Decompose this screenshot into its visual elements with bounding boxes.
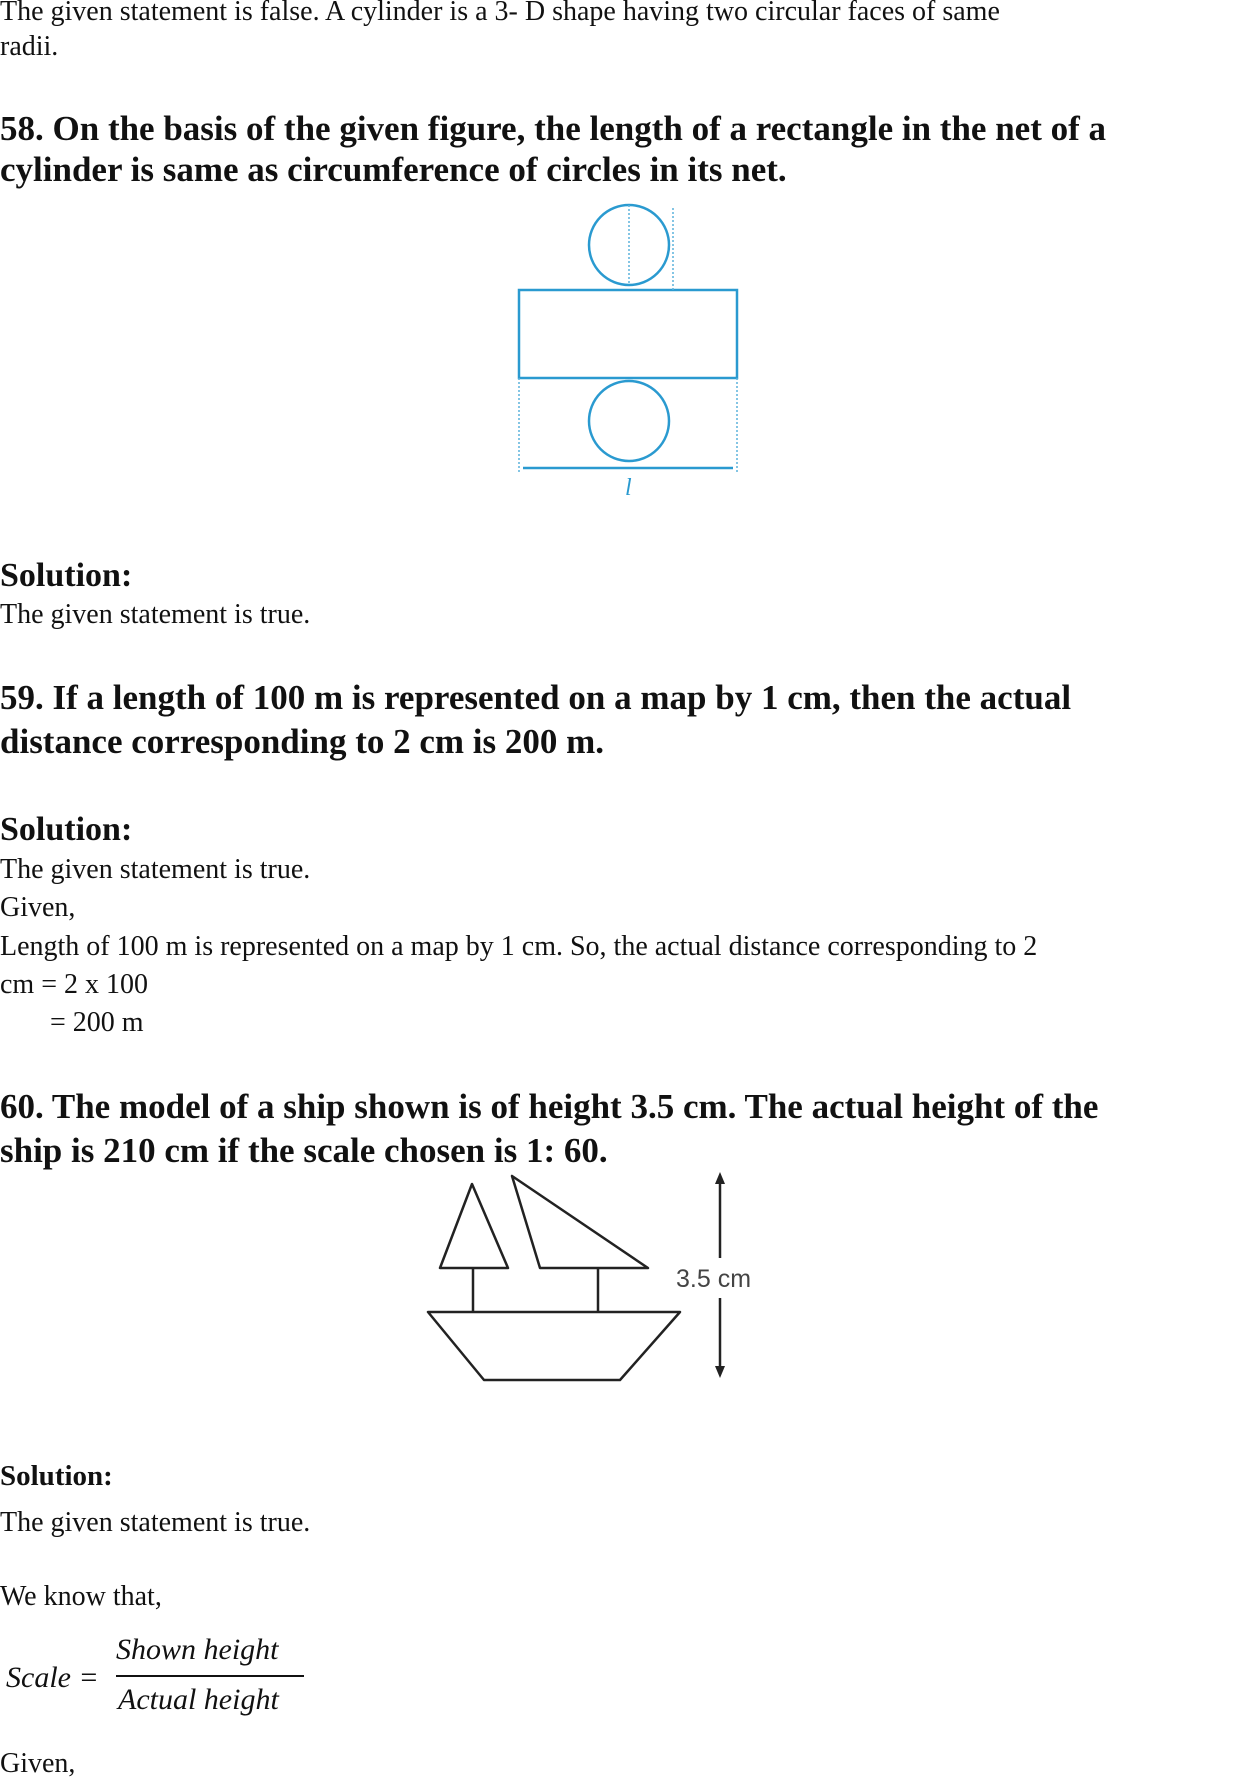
q58-line-1: 58. On the basis of the given figure, the length of a rectangle in the net of a: [0, 109, 1107, 148]
q59-given: Given,: [0, 892, 76, 923]
ship-hull: [428, 1312, 680, 1380]
formula-numerator: Shown height: [116, 1633, 279, 1666]
q58-answer: The given statement is true.: [0, 599, 311, 630]
net-rectangle: [519, 290, 737, 378]
fraction-bar: [116, 1675, 304, 1677]
q59-step-1: Length of 100 m is represented on a map by 1 cm. So, the actual distance corresponding to 2: [0, 931, 1038, 962]
q58-line-2: cylinder is same as circumference of circles in its net.: [0, 150, 787, 189]
q59-step-2: cm = 2 x 100: [0, 969, 148, 1000]
q60-answer: The given statement is true.: [0, 1507, 311, 1538]
q59-line-2: distance corresponding to 2 cm is 200 m.: [0, 722, 605, 761]
small-sail: [440, 1184, 508, 1268]
q59-step-3: = 200 m: [50, 1007, 144, 1038]
q59-answer: The given statement is true.: [0, 854, 311, 885]
intro-line-2: radii.: [0, 31, 59, 62]
formula-denominator: Actual height: [118, 1683, 279, 1716]
q60-line-1: 60. The model of a ship shown is of height 3.5 cm. The actual height of the: [0, 1087, 1099, 1126]
q59-solution-heading: Solution:: [0, 811, 133, 848]
scale-formula: [6, 1633, 306, 1723]
formula-lhs: Scale =: [6, 1661, 99, 1694]
intro-line-1: The given statement is false. A cylinder is a 3- D shape having two circular faces of same: [0, 0, 1000, 27]
cylinder-net-figure: [505, 198, 745, 503]
q60-solution-heading: Solution:: [0, 1460, 113, 1492]
q60-given: Given,: [0, 1748, 76, 1779]
height-label: 3.5 cm: [676, 1265, 752, 1293]
large-sail: [512, 1176, 648, 1268]
length-label: l: [625, 475, 632, 501]
ship-model-figure: [420, 1166, 780, 1396]
q60-line-2: ship is 210 cm if the scale chosen is 1: 60.: [0, 1131, 608, 1170]
arrow-head-top: [715, 1172, 725, 1184]
bottom-circle: [589, 381, 669, 461]
q60-know: We know that,: [0, 1581, 162, 1612]
q59-line-1: 59. If a length of 100 m is represented on a map by 1 cm, then the actual: [0, 678, 1072, 717]
q58-solution-heading: Solution:: [0, 557, 133, 594]
arrow-head-bottom: [715, 1366, 725, 1378]
